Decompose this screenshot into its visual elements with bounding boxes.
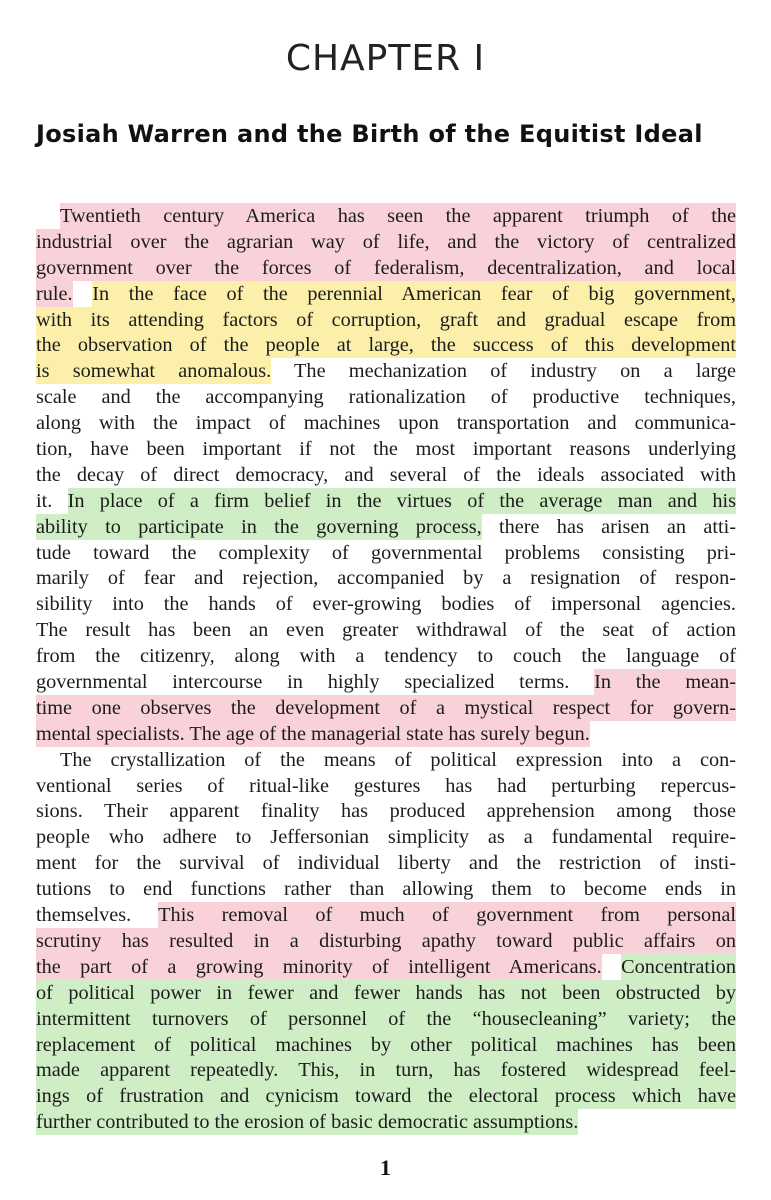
text-line [36,696,736,722]
chapter-heading: CHAPTER I [285,38,486,79]
text-line [36,282,736,308]
highlighted-text: In the face of the perennial American fear of big government, [92,282,737,305]
text-line [36,256,736,282]
text-segment: along with the impact of machines upon transportation and communica- [36,412,736,435]
highlighted-text: Concentration [621,955,736,978]
text-segment: from the citizenry, along with a tendency to couch the language of [36,645,736,668]
text-line [36,204,736,230]
text-segment: the decay of direct democracy, and several of the ideals associated with [36,463,736,486]
highlighted-text: of political power in fewer and fewer hands has not been obstructed by [36,981,736,1004]
highlighted-text: time one observes the development of a mystical respect for govern- [36,696,736,719]
text-line [36,722,736,748]
text-segment: marily of fear and rejection, accompanied by a resignation of respon- [36,567,736,590]
highlighted-text: Twentieth century America has seen the apparent triumph of the [60,205,736,227]
highlighted-text: rule. [36,282,73,305]
highlighted-text: industrial over the agrarian way of life, and the victory of centralized [36,230,736,253]
text-segment: sions. Their apparent finality has produced apprehension among those [36,800,736,823]
highlighted-text: In the mean- [594,671,736,694]
text-line [36,230,736,256]
text-segment [602,954,621,980]
text-line [36,566,736,592]
text-line [36,1084,736,1110]
text-line [36,1007,736,1033]
highlighted-text: In place of a firm belief in the virtues of the average man and his [67,489,736,512]
highlighted-text: made apparent repeatedly. This, in turn, has fostered widespread feel- [36,1059,736,1082]
text-segment: people who adhere to Jeffersonian simplicity as a fundamental require- [36,826,736,849]
text-line [36,1058,736,1084]
text-segment [73,281,93,307]
text-segment: The result has been an even greater withdrawal of the seat of action [36,619,736,642]
text-segment: The mechanization of industry on a large [271,360,737,383]
text-segment: tion, have been important if not the most important reasons underlying [36,438,736,461]
text-line [36,359,736,385]
text-line [36,308,736,334]
text-segment: tude toward the complexity of governmental problems consisting pri- [36,541,736,564]
text-line [36,825,736,851]
text-line [36,955,736,981]
text-line [36,592,736,618]
text-line [36,541,736,567]
highlighted-text: further contributed to the erosion of basic democratic assumptions. [36,1111,579,1134]
text-line [36,411,736,437]
text-line [36,333,736,359]
text-line [36,618,736,644]
text-segment: scale and the accompanying rationalization of productive techniques, [36,386,736,409]
chapter-title: Josiah Warren and the Birth of the Equitist Ideal [36,120,703,148]
highlighted-text: ability to participate in the governing process, [36,515,482,538]
highlighted-text: intermittent turnovers of personnel of the “housecleaning” variety; the [36,1007,736,1030]
text-line [36,903,736,929]
text-line [36,981,736,1007]
text-line [36,463,736,489]
text-line [36,1110,736,1136]
highlighted-text: scrutiny has resulted in a disturbing apathy toward public affairs on [36,929,736,952]
text-line [36,851,736,877]
text-line [36,929,736,955]
highlighted-text: replacement of political machines by other political machines has been [36,1033,736,1056]
text-line [36,774,736,800]
text-line [36,437,736,463]
highlighted-text: is somewhat anomalous. [36,360,272,383]
text-line [36,489,736,515]
text-line [36,748,736,774]
text-line [36,670,736,696]
text-segment: tutions to end functions rather than allowing them to become ends in [36,878,736,901]
page-number: 1 [380,1155,391,1180]
text-segment: governmental intercourse in highly specialized terms. [36,671,595,694]
text-line [36,644,736,670]
text-segment: The crystallization of the means of political expression into a con- [60,748,736,771]
body-text [36,204,736,1136]
text-segment: sibility into the hands of ever-growing bodies of impersonal agencies. [36,593,736,616]
highlighted-text: This removal of much of government from personal [158,904,736,927]
text-segment: it. [36,489,68,512]
text-line [36,1033,736,1059]
text-segment: there has arisen an atti- [481,515,736,538]
text-line [36,515,736,541]
text-segment: ment for the survival of individual liberty and the restriction of insti- [36,852,736,875]
highlighted-text: with its attending factors of corruption, graft and gradual escape from [36,308,736,331]
text-line [36,877,736,903]
text-line [36,799,736,825]
text-segment: ventional series of ritual-like gestures has had perturbing repercus- [36,774,736,797]
highlighted-text: mental specialists. The age of the managerial state has surely begun. [36,722,590,745]
highlighted-text: the observation of the people at large, the success of this development [36,334,736,357]
highlighted-text: ings of frustration and cynicism toward the electoral process which have [36,1085,736,1108]
text-segment: themselves. [36,904,159,927]
text-line [36,385,736,411]
highlighted-text: government over the forces of federalism, decentralization, and local [36,256,736,279]
highlighted-text: the part of a growing minority of intelligent Americans. [36,955,602,978]
